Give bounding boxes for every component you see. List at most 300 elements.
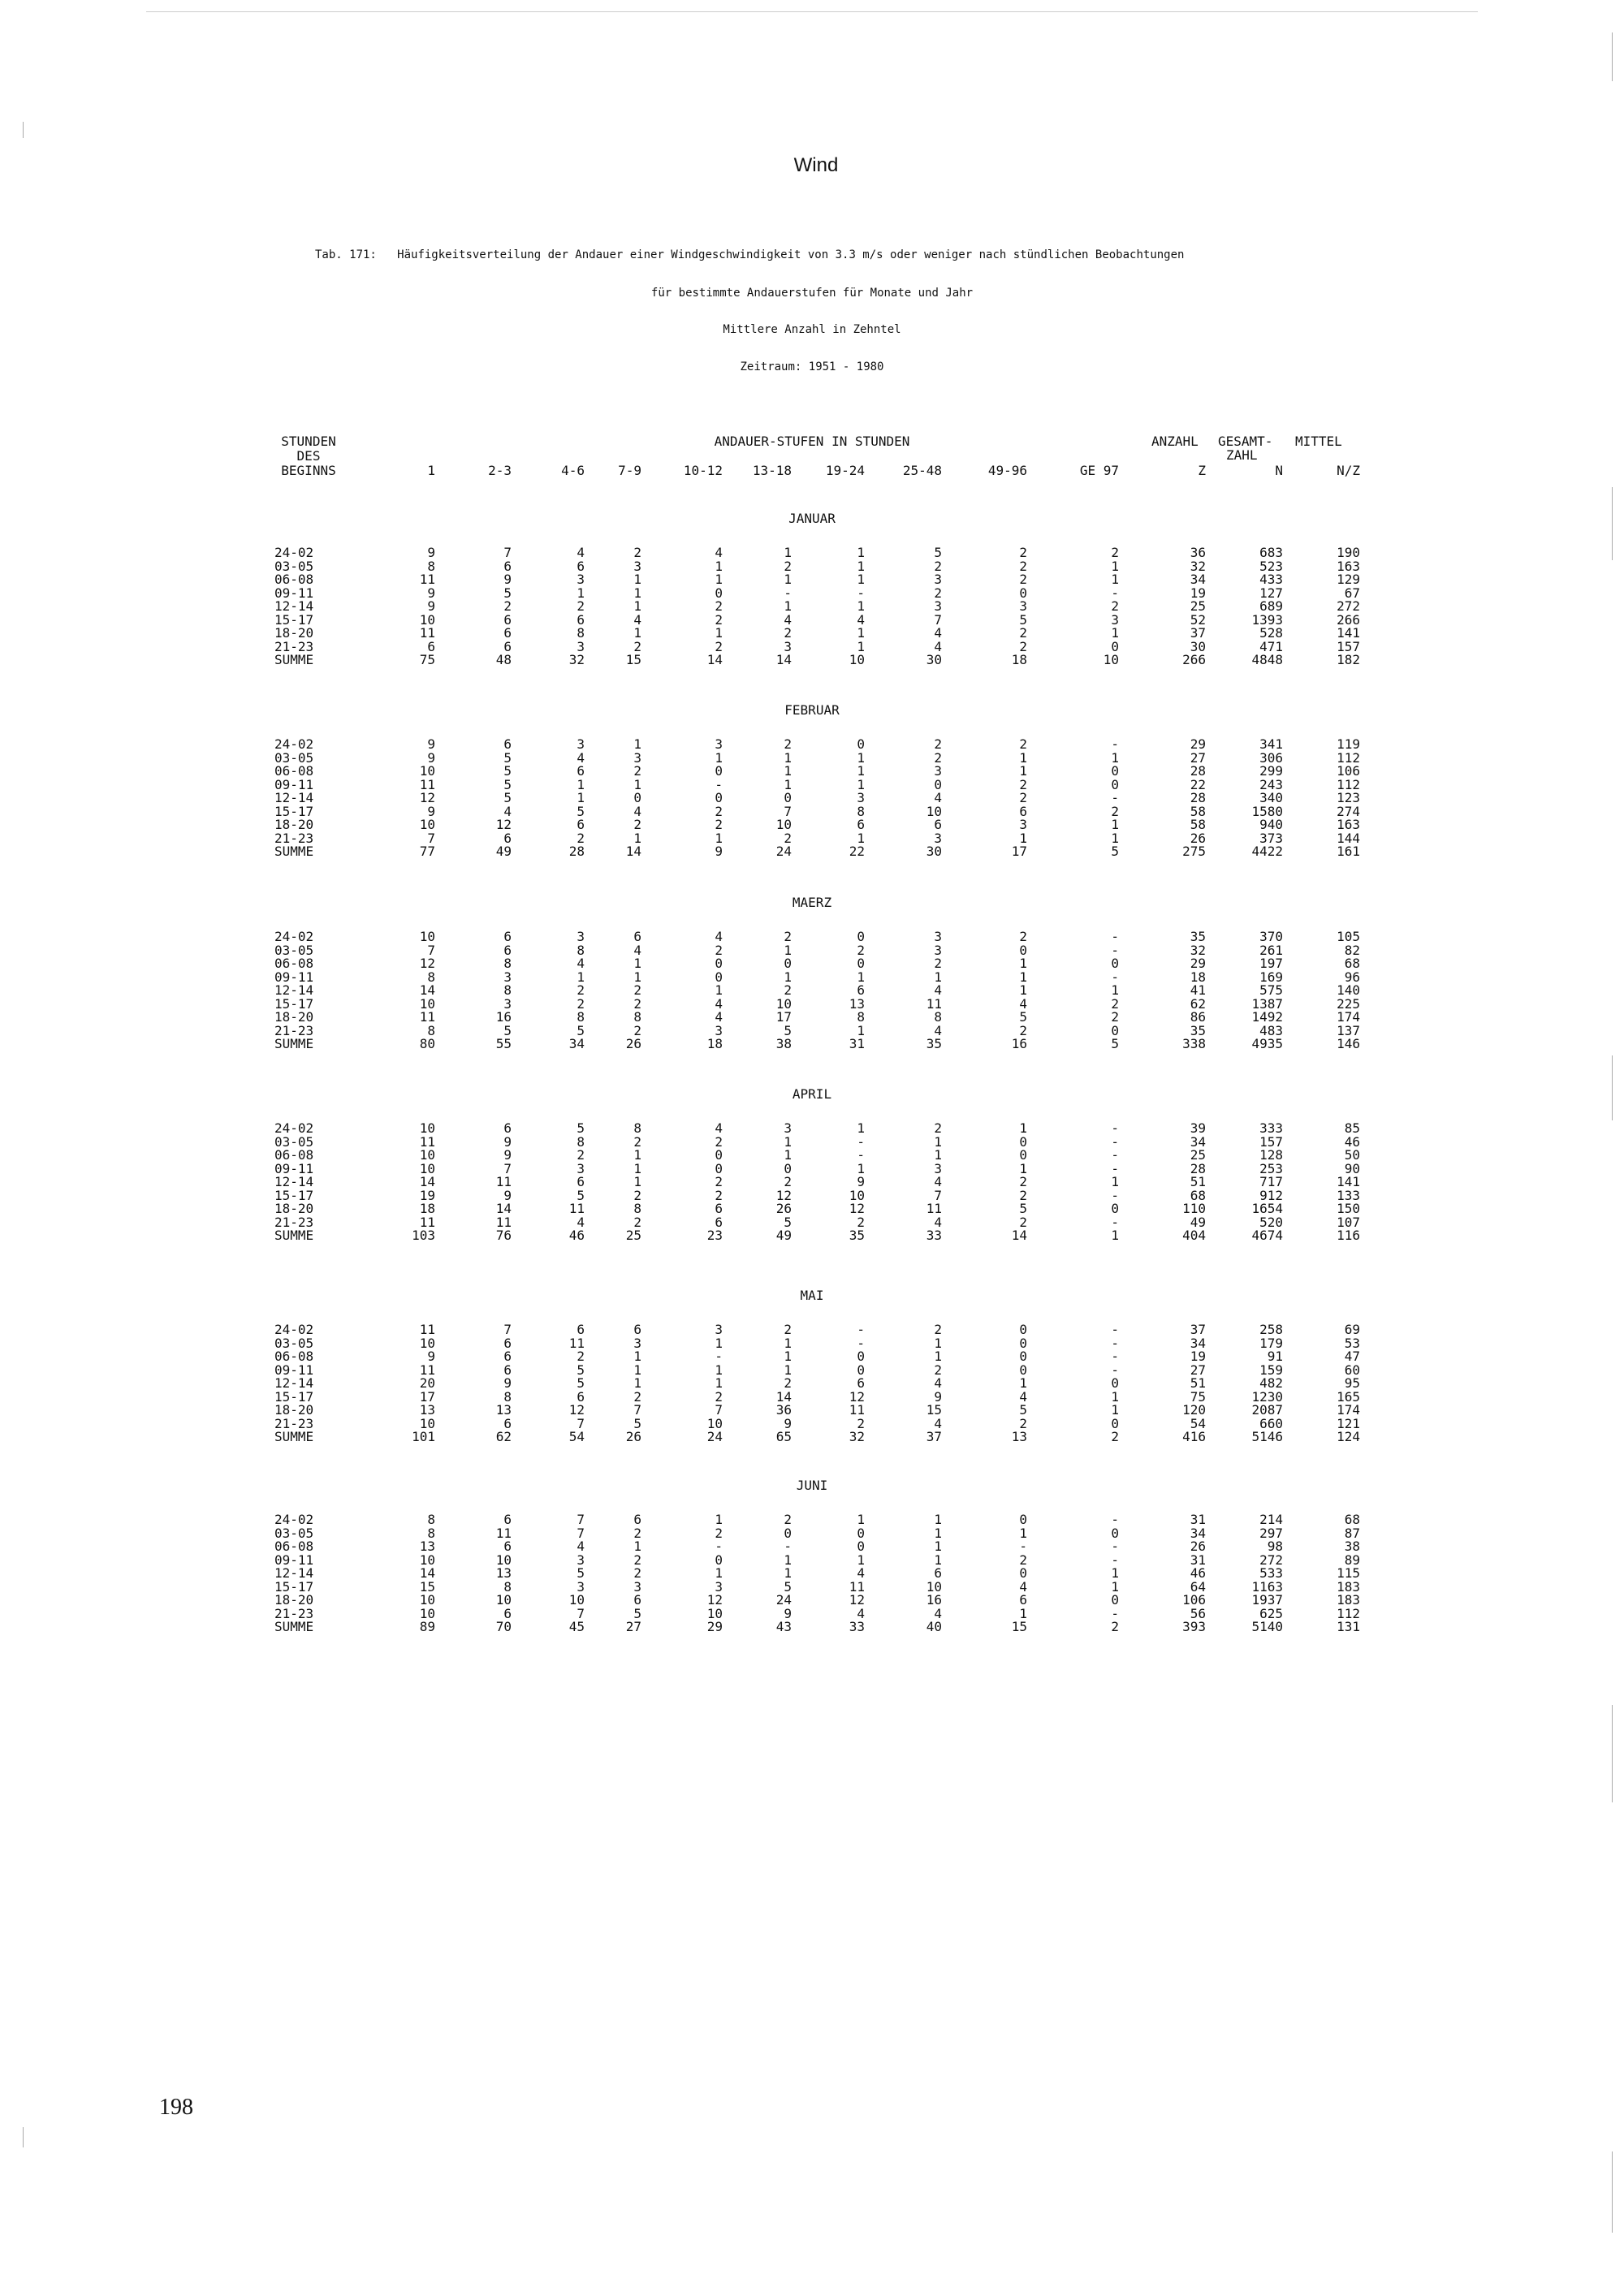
table-cell: 4 — [934, 1375, 942, 1391]
scan-top-edge — [146, 11, 1478, 12]
table-cell: 0 — [1111, 638, 1119, 654]
table-cell: 6 — [503, 1539, 512, 1554]
table-cell: 1 — [857, 830, 865, 846]
table-cell: 22 — [1190, 776, 1206, 792]
table-cell: 12 — [495, 817, 512, 832]
table-cell: 77 — [419, 844, 435, 859]
table-cell: 1 — [784, 1362, 792, 1378]
row-label: 03-05 — [274, 1133, 314, 1150]
table-cell: 6 — [427, 638, 435, 654]
table-cell: 1 — [715, 625, 723, 641]
row-label: 18-20 — [274, 625, 314, 641]
table-cell: 5 — [1111, 844, 1119, 859]
table-cell: 38 — [1344, 1539, 1360, 1554]
header-zahl: ZAHL — [1226, 447, 1258, 463]
table-cell: 10 — [926, 803, 942, 819]
table-cell: - — [1111, 1120, 1119, 1136]
table-cell: 1 — [1019, 1605, 1027, 1621]
table-cell: 1 — [715, 982, 723, 998]
row-label: 21-23 — [274, 1022, 314, 1038]
table-cell: 1 — [784, 942, 792, 958]
table-cell: 1 — [934, 1512, 942, 1527]
table-cell: 4 — [715, 545, 723, 560]
table-cell: 34 — [1190, 1525, 1206, 1541]
table-cell: 1 — [1019, 830, 1027, 846]
row-label: 21-23 — [274, 1605, 314, 1621]
table-cell: 1 — [633, 1375, 641, 1391]
table-cell: 1 — [857, 572, 865, 587]
table-cell: - — [715, 1539, 723, 1554]
table-cell: 5 — [577, 803, 585, 819]
table-cell: 33 — [849, 1619, 865, 1634]
table-cell: 274 — [1337, 803, 1360, 819]
table-cell: 483 — [1259, 1022, 1283, 1038]
table-cell: 5 — [503, 776, 512, 792]
table-cell: - — [1111, 1335, 1119, 1351]
table-cell: 11 — [568, 1335, 585, 1351]
table-cell: - — [1111, 1147, 1119, 1163]
row-label: SUMME — [274, 1036, 314, 1051]
row-label: 03-05 — [274, 558, 314, 574]
table-cell: 6 — [715, 1201, 723, 1216]
table-cell: 1654 — [1251, 1201, 1283, 1216]
table-cell: 45 — [568, 1619, 585, 1634]
row-label: 15-17 — [274, 995, 314, 1012]
table-cell: 80 — [419, 1036, 435, 1051]
table-cell: 12 — [419, 956, 435, 971]
table-cell: 89 — [1344, 1552, 1360, 1568]
table-cell: 0 — [1111, 956, 1119, 971]
row-label: 24-02 — [274, 1512, 314, 1527]
table-cell: 10 — [419, 763, 435, 779]
table-cell: 0 — [857, 1525, 865, 1541]
table-cell: 9 — [715, 844, 723, 859]
table-cell: 3 — [934, 598, 942, 614]
table-cell: 6 — [577, 1174, 585, 1189]
row-label: 15-17 — [274, 1187, 314, 1203]
table-cell: 6 — [503, 1362, 512, 1378]
table-cell: 3 — [577, 638, 585, 654]
table-row — [0, 1417, 1624, 1430]
table-cell: 7 — [934, 1187, 942, 1203]
table-cell: 13 — [849, 995, 865, 1012]
table-cell: 1 — [1019, 969, 1027, 985]
table-cell: 2 — [934, 558, 942, 574]
table-cell: - — [1111, 942, 1119, 958]
row-label: 21-23 — [274, 1214, 314, 1230]
scan-edge-mark — [23, 122, 24, 138]
header-column-5: 10-12 — [683, 463, 723, 478]
table-cell: 1 — [1111, 625, 1119, 641]
table-cell: 0 — [784, 956, 792, 971]
table-cell: 1 — [857, 1160, 865, 1176]
table-cell: 52 — [1190, 611, 1206, 628]
table-cell: 4 — [934, 1022, 942, 1038]
table-cell: 10 — [706, 1605, 723, 1621]
table-cell: 1 — [784, 763, 792, 779]
table-cell: 1 — [784, 1349, 792, 1364]
table-cell: 3 — [1019, 817, 1027, 832]
table-cell: 4674 — [1251, 1228, 1283, 1243]
table-cell: 1393 — [1251, 611, 1283, 628]
table-cell: 37 — [1190, 1322, 1206, 1337]
table-cell: 1 — [934, 1133, 942, 1150]
table-cell: 17 — [1011, 844, 1027, 859]
month-title: FEBRUAR — [784, 702, 840, 718]
table-cell: 416 — [1182, 1429, 1206, 1444]
table-cell: 9 — [427, 736, 435, 752]
table-cell: 34 — [568, 1036, 585, 1051]
table-row — [0, 1376, 1624, 1389]
table-cell: 106 — [1182, 1592, 1206, 1608]
table-cell: - — [1111, 1133, 1119, 1150]
table-cell: 520 — [1259, 1214, 1283, 1230]
table-cell: 51 — [1190, 1174, 1206, 1189]
table-cell: 8 — [503, 1388, 512, 1405]
table-cell: 159 — [1259, 1362, 1283, 1378]
table-cell: 3 — [1019, 598, 1027, 614]
table-caption-line-2: für bestimmte Andauerstufen für Monate und Jahr — [650, 287, 974, 300]
table-cell: 1 — [857, 1022, 865, 1038]
table-cell: 0 — [715, 790, 723, 805]
table-cell: 2 — [934, 1362, 942, 1378]
table-cell: 3 — [934, 942, 942, 958]
table-cell: 13 — [495, 1565, 512, 1581]
table-cell: 4 — [577, 545, 585, 560]
table-cell: 1 — [1111, 1228, 1119, 1243]
summary-row — [0, 1620, 1624, 1633]
table-cell: 8 — [427, 558, 435, 574]
table-row — [0, 831, 1624, 844]
table-cell: 1 — [857, 763, 865, 779]
table-cell: 1 — [715, 830, 723, 846]
table-cell: 5 — [503, 1022, 512, 1038]
table-cell: 2 — [1019, 1174, 1027, 1189]
table-cell: 243 — [1259, 776, 1283, 792]
table-row — [0, 1539, 1624, 1552]
table-cell: 1 — [857, 776, 865, 792]
header-column-1: 1 — [427, 463, 435, 478]
table-cell: 76 — [495, 1228, 512, 1243]
table-cell: 1 — [633, 572, 641, 587]
table-cell: 28 — [568, 844, 585, 859]
table-cell: - — [1111, 1362, 1119, 1378]
table-cell: 68 — [1344, 1512, 1360, 1527]
table-cell: 7 — [633, 1402, 641, 1418]
table-cell: 13 — [419, 1402, 435, 1418]
table-cell: 17 — [775, 1009, 792, 1025]
table-cell: 1 — [784, 1335, 792, 1351]
table-cell: 123 — [1337, 790, 1360, 805]
table-cell: 2 — [1019, 558, 1027, 574]
table-cell: 18 — [419, 1201, 435, 1216]
table-cell: 33 — [926, 1228, 942, 1243]
table-title: Häufigkeitsverteilung der Andauer einer Windgeschwindigkeit von 3.3 m/s oder weniger nach stündlichen Beobachtungen — [397, 248, 1185, 261]
table-cell: 0 — [857, 929, 865, 944]
row-label: SUMME — [274, 1619, 314, 1634]
table-cell: - — [857, 1147, 865, 1163]
table-cell: 0 — [1019, 1512, 1027, 1527]
table-cell: 6 — [503, 942, 512, 958]
table-cell: 12 — [849, 1201, 865, 1216]
table-cell: 8 — [427, 1022, 435, 1038]
table-cell: 1 — [1111, 558, 1119, 574]
table-cell: 13 — [419, 1539, 435, 1554]
table-cell: 2 — [715, 638, 723, 654]
table-cell: 10 — [495, 1552, 512, 1568]
table-cell: 5146 — [1251, 1429, 1283, 1444]
table-cell: 13 — [495, 1402, 512, 1418]
table-cell: 1 — [857, 969, 865, 985]
table-row — [0, 1580, 1624, 1593]
table-cell: 9 — [427, 749, 435, 766]
table-cell: 1 — [934, 969, 942, 985]
table-cell: 34 — [1190, 572, 1206, 587]
table-cell: 1 — [577, 969, 585, 985]
row-label: 24-02 — [274, 1322, 314, 1337]
table-cell: 299 — [1259, 763, 1283, 779]
header-column-8: 25-48 — [902, 463, 942, 478]
table-cell: 4 — [857, 1565, 865, 1581]
table-cell: - — [784, 1539, 792, 1554]
table-cell: 8 — [503, 1578, 512, 1595]
table-cell: 8 — [934, 1009, 942, 1025]
table-cell: 2 — [784, 736, 792, 752]
header-column-12: N — [1275, 463, 1283, 478]
table-cell: 5 — [503, 790, 512, 805]
table-cell: 6 — [503, 830, 512, 846]
table-cell: 10 — [849, 1187, 865, 1203]
table-cell: - — [1111, 1539, 1119, 1554]
header-column-3: 4-6 — [561, 463, 585, 478]
row-label: 21-23 — [274, 1415, 314, 1431]
table-row — [0, 764, 1624, 777]
table-cell: 131 — [1337, 1619, 1360, 1634]
table-cell: 1 — [1111, 1402, 1119, 1418]
row-label: 03-05 — [274, 1335, 314, 1351]
table-row — [0, 1593, 1624, 1606]
table-cell: 2 — [633, 545, 641, 560]
table-cell: 1 — [715, 558, 723, 574]
header-column-9: 49-96 — [987, 463, 1027, 478]
table-cell: 69 — [1344, 1322, 1360, 1337]
table-cell: 575 — [1259, 982, 1283, 998]
table-cell: 6 — [503, 558, 512, 574]
table-cell: 1 — [934, 1335, 942, 1351]
row-label: 06-08 — [274, 956, 314, 971]
table-cell: 6 — [633, 1592, 641, 1608]
table-cell: 2 — [715, 598, 723, 614]
table-cell: 1163 — [1251, 1578, 1283, 1595]
table-cell: 67 — [1344, 585, 1360, 601]
table-cell: 6 — [503, 1349, 512, 1364]
table-cell: 5 — [1019, 1402, 1027, 1418]
table-cell: 6 — [577, 763, 585, 779]
table-cell: 306 — [1259, 749, 1283, 766]
table-cell: 1 — [1019, 1160, 1027, 1176]
table-cell: 24 — [775, 1592, 792, 1608]
table-row — [0, 997, 1624, 1010]
table-row — [0, 778, 1624, 791]
table-cell: 1 — [1019, 956, 1027, 971]
table-cell: 11 — [849, 1402, 865, 1418]
table-cell: 9 — [503, 572, 512, 587]
table-cell: 62 — [495, 1429, 512, 1444]
table-row — [0, 1010, 1624, 1023]
row-label: 06-08 — [274, 1539, 314, 1554]
table-cell: 5 — [1019, 1009, 1027, 1025]
table-cell: 8 — [633, 1120, 641, 1136]
table-cell: 50 — [1344, 1147, 1360, 1163]
table-cell: 1 — [857, 598, 865, 614]
table-cell: 2 — [1111, 545, 1119, 560]
table-cell: 1 — [715, 1565, 723, 1581]
header-anzahl: ANZAHL — [1151, 434, 1199, 449]
table-cell: 24 — [775, 844, 792, 859]
table-cell: 10 — [926, 1578, 942, 1595]
table-cell: 625 — [1259, 1605, 1283, 1621]
table-cell: 5 — [784, 1022, 792, 1038]
table-cell: 3 — [934, 1160, 942, 1176]
table-row — [0, 586, 1624, 599]
table-cell: 2 — [784, 1322, 792, 1337]
table-cell: 163 — [1337, 558, 1360, 574]
table-cell: 4 — [633, 942, 641, 958]
table-cell: 107 — [1337, 1214, 1360, 1230]
table-cell: 47 — [1344, 1349, 1360, 1364]
table-cell: 1 — [633, 956, 641, 971]
table-cell: 1 — [857, 1512, 865, 1527]
summary-row — [0, 844, 1624, 857]
table-cell: 183 — [1337, 1592, 1360, 1608]
table-cell: 689 — [1259, 598, 1283, 614]
table-cell: 10 — [419, 1552, 435, 1568]
table-cell: 3 — [633, 1578, 641, 1595]
table-cell: 2 — [715, 611, 723, 628]
table-cell: 10 — [706, 1415, 723, 1431]
table-cell: 1 — [857, 625, 865, 641]
header-column-7: 19-24 — [825, 463, 865, 478]
table-cell: 11 — [419, 572, 435, 587]
table-cell: 1 — [784, 1552, 792, 1568]
header-gesamt: GESAMT- — [1218, 434, 1273, 449]
table-cell: 1 — [934, 1525, 942, 1541]
table-cell: 2 — [1019, 638, 1027, 654]
table-cell: - — [857, 1322, 865, 1337]
table-cell: 62 — [1190, 995, 1206, 1012]
table-cell: 11 — [568, 1201, 585, 1216]
table-row — [0, 1553, 1624, 1566]
table-cell: 6 — [503, 736, 512, 752]
table-cell: 1 — [1019, 982, 1027, 998]
table-cell: 14 — [419, 1174, 435, 1189]
table-cell: 86 — [1190, 1009, 1206, 1025]
table-cell: 683 — [1259, 545, 1283, 560]
table-cell: 120 — [1182, 1402, 1206, 1418]
table-cell: 717 — [1259, 1174, 1283, 1189]
table-cell: - — [1111, 585, 1119, 601]
table-cell: 1 — [633, 585, 641, 601]
table-cell: 1492 — [1251, 1009, 1283, 1025]
table-cell: 2 — [1019, 1214, 1027, 1230]
table-cell: 2 — [503, 598, 512, 614]
table-cell: 11 — [419, 1009, 435, 1025]
table-cell: 85 — [1344, 1120, 1360, 1136]
table-cell: 116 — [1337, 1228, 1360, 1243]
table-cell: 8 — [857, 803, 865, 819]
table-cell: 121 — [1337, 1415, 1360, 1431]
table-cell: 15 — [1011, 1619, 1027, 1634]
table-cell: - — [857, 1335, 865, 1351]
table-cell: 4 — [1019, 1578, 1027, 1595]
row-label: 21-23 — [274, 638, 314, 654]
table-cell: 1 — [1111, 817, 1119, 832]
table-cell: 5 — [577, 1120, 585, 1136]
table-cell: 471 — [1259, 638, 1283, 654]
table-cell: 17 — [419, 1388, 435, 1405]
table-cell: 75 — [1190, 1388, 1206, 1405]
table-cell: 37 — [1190, 625, 1206, 641]
table-cell: 2 — [633, 1388, 641, 1405]
table-cell: 2 — [633, 1022, 641, 1038]
table-cell: 4 — [934, 1605, 942, 1621]
table-cell: 2 — [1111, 803, 1119, 819]
table-cell: 182 — [1337, 652, 1360, 667]
table-cell: 1 — [1019, 1120, 1027, 1136]
row-label: 24-02 — [274, 545, 314, 560]
table-cell: 0 — [1019, 942, 1027, 958]
table-cell: 28 — [1190, 763, 1206, 779]
table-cell: 6 — [503, 638, 512, 654]
table-cell: 3 — [577, 1578, 585, 1595]
table-cell: 7 — [577, 1512, 585, 1527]
table-cell: 3 — [577, 572, 585, 587]
summary-row — [0, 1430, 1624, 1443]
row-label: 09-11 — [274, 1552, 314, 1568]
table-cell: - — [1111, 1322, 1119, 1337]
table-cell: 2 — [934, 1120, 942, 1136]
table-cell: 3 — [857, 790, 865, 805]
table-cell: 29 — [1190, 956, 1206, 971]
table-cell: 112 — [1337, 776, 1360, 792]
table-cell: 87 — [1344, 1525, 1360, 1541]
table-cell: 8 — [503, 982, 512, 998]
table-row — [0, 1513, 1624, 1526]
table-cell: 103 — [412, 1228, 435, 1243]
table-cell: 68 — [1190, 1187, 1206, 1203]
table-row — [0, 1526, 1624, 1539]
table-cell: 10 — [419, 817, 435, 832]
table-cell: 49 — [1190, 1214, 1206, 1230]
table-cell: 1 — [784, 545, 792, 560]
header-group-title: ANDAUER-STUFEN IN STUNDEN — [714, 434, 910, 449]
table-cell: 2 — [1019, 736, 1027, 752]
table-cell: 3 — [577, 1160, 585, 1176]
table-cell: 214 — [1259, 1512, 1283, 1527]
table-cell: 7 — [503, 1322, 512, 1337]
table-cell: 1 — [577, 585, 585, 601]
table-cell: 27 — [625, 1619, 641, 1634]
row-label: 18-20 — [274, 1009, 314, 1025]
table-row — [0, 626, 1624, 639]
table-row — [0, 1336, 1624, 1349]
table-cell: 6 — [503, 611, 512, 628]
table-cell: 10 — [419, 929, 435, 944]
table-cell: 5140 — [1251, 1619, 1283, 1634]
table-cell: 1 — [784, 1565, 792, 1581]
table-cell: 28 — [1190, 1160, 1206, 1176]
row-label: 24-02 — [274, 736, 314, 752]
